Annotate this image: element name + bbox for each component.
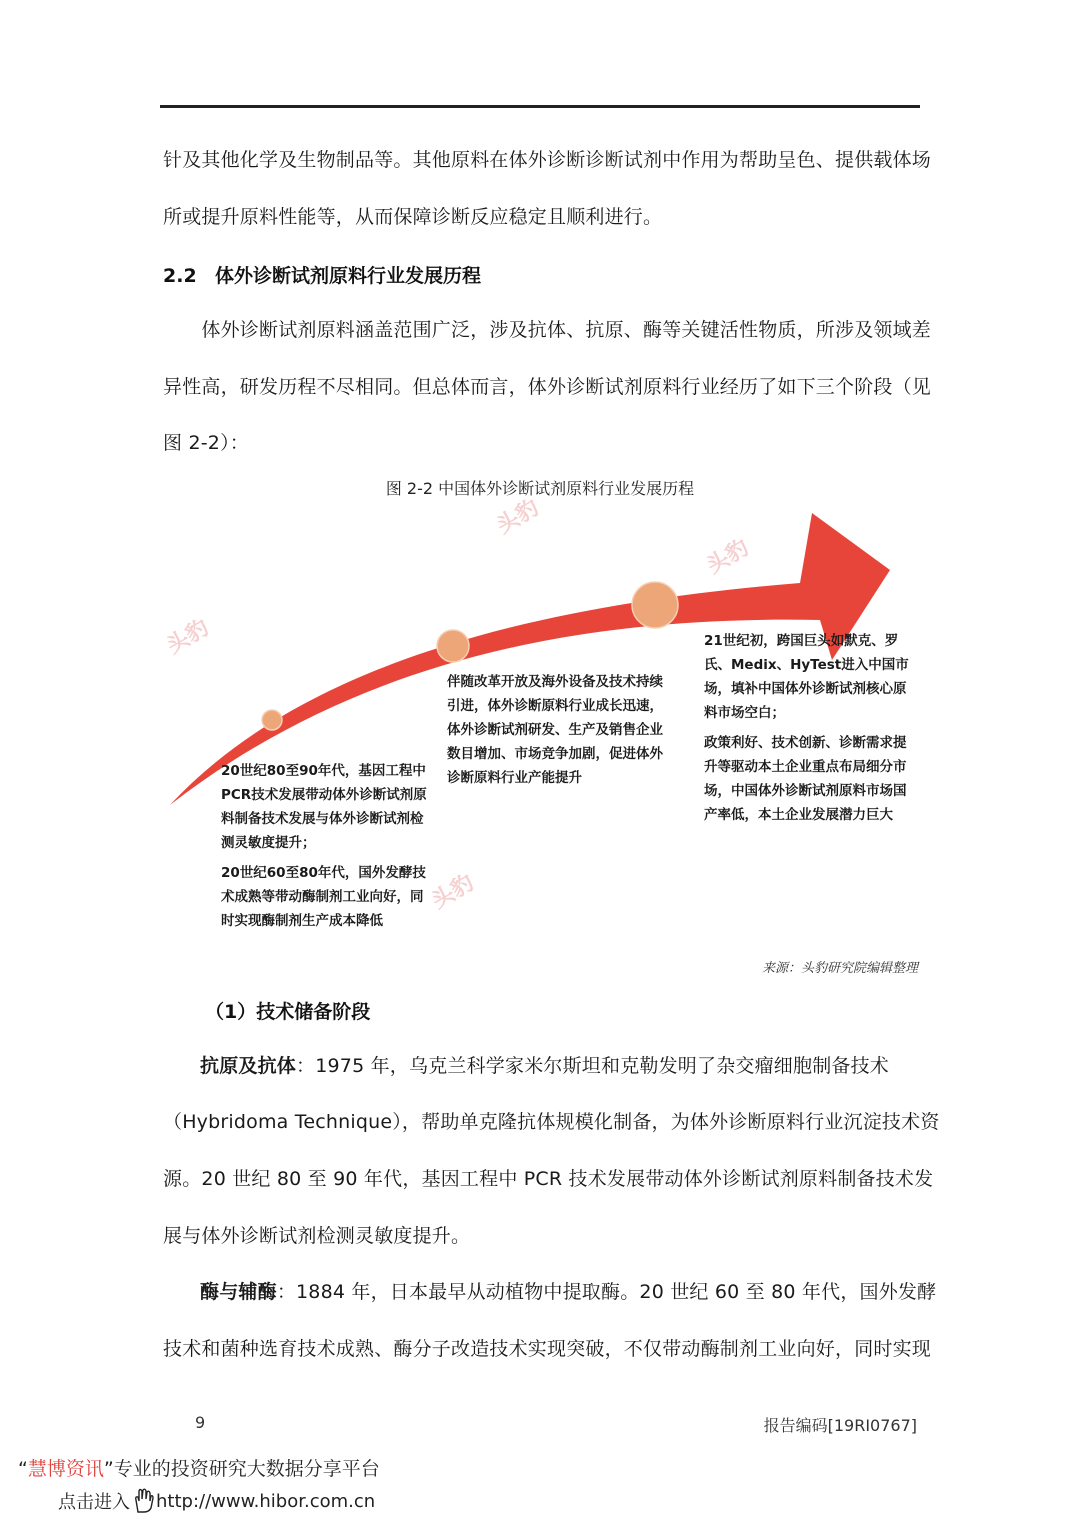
watermark-logo: 头豹 <box>427 870 479 915</box>
promo-tagline: “慧博资讯”专业的投资研究大数据分享平台 <box>18 1458 380 1480</box>
watermark-logo: 头豹 <box>492 495 544 540</box>
antigen-lead: 抗原及抗体 <box>200 1055 297 1077</box>
antigen-line-1: 抗原及抗体：1975 年，乌克兰科学家米尔斯坦和克勒发明了杂交瘤细胞制备技术 <box>200 1055 890 1077</box>
stage-1-paragraph-2: 20世纪60至80年代，国外发酵技术成熟等带动酶制剂工业向好，同时实现酶制剂生产成本降低 <box>221 865 426 929</box>
report-code: 报告编码[19RI0767] <box>763 1416 917 1435</box>
click-enter-label: 点击进入 <box>58 1492 130 1513</box>
stage-1-paragraph-1: 20世纪80至90年代，基因工程中PCR技术发展带动体外诊断试剂原料制备技术发展与体外诊断试剂检测灵敏度提升； <box>221 763 427 851</box>
stage-1-text <box>221 759 436 939</box>
intro-line-1: 针及其他化学及生物制品等。其他原料在体外诊断诊断试剂中作用为帮助呈色、提供载体场 <box>163 149 932 171</box>
promo-brand: 慧博资讯 <box>27 1458 104 1480</box>
page-number: 9 <box>195 1413 206 1432</box>
section-heading <box>163 261 481 288</box>
antigen-line-3: 源。20 世纪 80 至 90 年代，基因工程中 PCR 技术发展带动体外诊断试剂原料制备技术发 <box>163 1168 934 1190</box>
section-line-3: 图 2-2）： <box>163 432 249 454</box>
figure-source: 来源：头豹研究院编辑整理 <box>761 961 918 976</box>
watermark-logo: 头豹 <box>162 615 214 660</box>
enzyme-line-2: 技术和菌种选育技术成熟、酶分子改造技术实现突破，不仅带动酶制剂工业向好，同时实现 <box>163 1338 932 1360</box>
section-number: 2.2 <box>163 265 197 287</box>
header-rule <box>160 105 920 108</box>
stage-2-paragraph-1: 伴随改革开放及海外设备及技术持续引进，体外诊断原料行业成长迅速，体外诊断试剂研发、生产及销售企业数目增加、市场竞争加剧，促进体外诊断原料行业产能提升 <box>447 674 663 786</box>
stage-3-paragraph-1: 21世纪初，跨国巨头如默克、罗氏、Medix、HyTest进入中国市场，填补中国体外诊断试剂核心原料市场空白； <box>704 633 909 721</box>
watermark-logo: 头豹 <box>702 535 754 580</box>
intro-line-2: 所或提升原料性能等，从而保障诊断反应稳定且顺利进行。 <box>163 206 663 228</box>
subsection-heading: （1）技术储备阶段 <box>205 1001 371 1023</box>
stage-3-text <box>704 629 914 833</box>
timeline-dot-3 <box>632 582 678 628</box>
development-timeline-figure <box>150 495 930 965</box>
section-line-2: 异性高，研发历程不尽相同。但总体而言，体外诊断试剂原料行业经历了如下三个阶段（见 <box>163 376 932 398</box>
section-line-1: 体外诊断试剂原料涵盖范围广泛，涉及抗体、抗原、酶等关键活性物质，所涉及领域差 <box>163 319 932 341</box>
enzyme-line-1: 酶与辅酶：1884 年，日本最早从动植物中提取酶。20 世纪 60 至 80 年代，国外发酵 <box>200 1281 937 1303</box>
timeline-dot-1 <box>262 710 282 730</box>
promo-link-row[interactable] <box>58 1488 375 1514</box>
timeline-dot-2 <box>437 630 469 662</box>
stage-2-text <box>447 670 667 796</box>
stage-3-paragraph-2: 政策利好、技术创新、诊断需求提升等驱动本土企业重点布局细分市场，中国体外诊断试剂原料市场国产率低，本土企业发展潜力巨大 <box>704 735 907 823</box>
antigen-line-4: 展与体外诊断试剂检测灵敏度提升。 <box>163 1225 471 1247</box>
figure-caption: 图 2-2 中国体外诊断试剂原料行业发展历程 <box>385 479 695 498</box>
antigen-line-2: （Hybridoma Technique），帮助单克隆抗体规模化制备，为体外诊断原料行业沉淀技术资 <box>163 1111 940 1133</box>
pointing-hand-icon <box>132 1488 154 1514</box>
hibor-url-link[interactable]: http://www.hibor.com.cn <box>156 1490 376 1512</box>
enzyme-lead: 酶与辅酶 <box>200 1281 277 1303</box>
section-title: 体外诊断试剂原料行业发展历程 <box>215 265 482 287</box>
